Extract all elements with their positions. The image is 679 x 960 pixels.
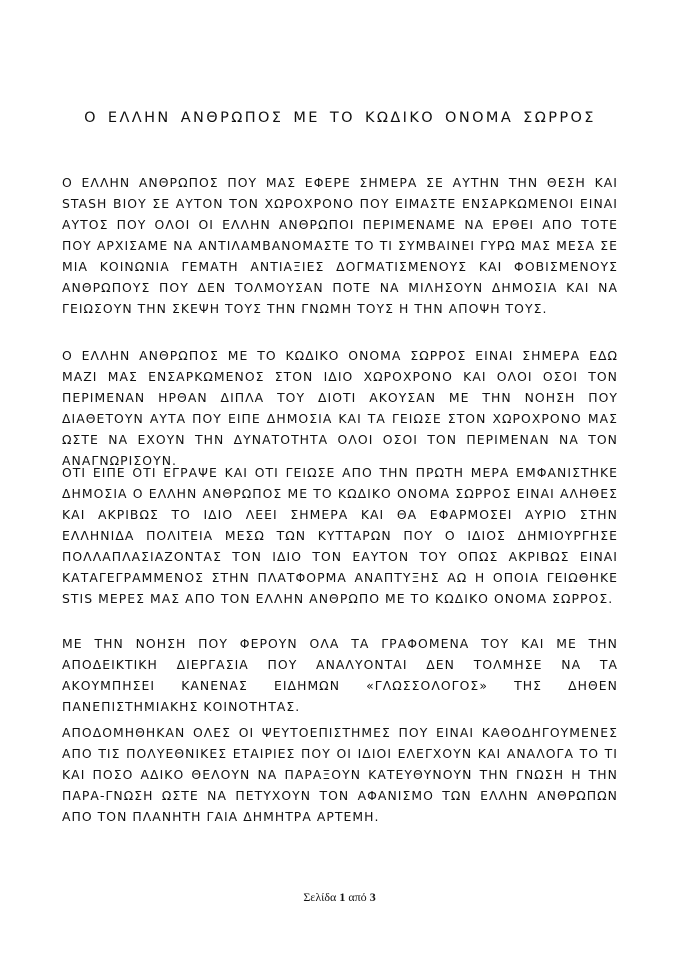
paragraph-5: ΑΠΟΔΟΜΗΘΗΚΑΝ ΟΛΕΣ ΟΙ ΨΕΥΤΟΕΠΙΣΤΗΜΕΣ ΠΟΥ ΕΙΝΑΙ ΚΑΘΟΔΗΓΟΥΜΕΝΕΣ ΑΠΟ ΤΙΣ ΠΟΛΥΕΘΝΙΚΕΣ ΕΤΑΙΡΙΕΣ ΠΟΥ ΟΙ ΙΔΙΟΙ ΕΛΕΓΧΟΥΝ ΚΑΙ ΑΝΑΛΟΓΑ ΤΟ ΤΙ ΚΑΙ ΠΟΣΟ ΑΔΙΚΟ ΘΕΛΟΥΝ ΝΑ ΠΑΡΑΞΟΥΝ ΚΑΤΕΥΘΥΝΟΥΝ ΤΗΝ ΓΝΩΣΗ Η ΤΗΝ ΠΑΡΑ-ΓΝΩΣΗ ΩΣΤΕ ΝΑ ΠΕΤΥΧΟΥΝ ΤΟΝ ΑΦΑΝΙΣΜΟ ΤΩΝ ΕΛΛΗΝ ΑΝΘΡΩΠΩΝ ΑΠΟ ΤΟΝ ΠΛΑΝΗΤΗ ΓΑΙΑ ΔΗΜΗΤΡΑ ΑΡΤΕΜΗ. bbox=[62, 725, 618, 824]
total-pages-number: 3 bbox=[369, 890, 376, 904]
page-footer bbox=[0, 890, 679, 905]
paragraph-2: Ο ΕΛΛΗΝ ΑΝΘΡΩΠΟΣ ΜΕ ΤΟ ΚΩΔΙΚΟ ΟΝΟΜΑ ΣΩΡΡΟΣ ΕΙΝΑΙ ΣΗΜΕΡΑ ΕΔΩ ΜΑΖΙ ΜΑΣ ΕΝΣΑΡΚΩΜΕΝΟΣ ΣΤΟΝ ΙΔΙΟ ΧΩΡΟΧΡΟΝΟ ΚΑΙ ΟΛΟΙ ΟΣΟΙ ΤΟΝ ΠΕΡΙΜΕΝΑΝ ΗΡΘΑΝ ΔΙΠΛΑ ΤΟΥ ΔΙΟΤΙ ΑΚΟΥΣΑΝ ΜΕ ΤΗΝ ΝΟΗΣΗ ΠΟΥ ΔΙΑΘΕΤΟΥΝ ΑΥΤΑ ΠΟΥ ΕΙΠΕ ΔΗΜΟΣΙΑ ΚΑΙ ΤΑ ΓΕΙΩΣΕ ΣΤΟΝ ΧΩΡΟΧΡΟΝΟ ΜΑΣ ΩΣΤΕ ΝΑ ΕΧΟΥΝ ΤΗΝ ΔΥΝΑΤΟΤΗΤΑ ΟΛΟΙ ΟΣΟΙ ΤΟΝ ΠΕΡΙΜΕΝΑΝ ΝΑ ΤΟΝ ΑΝΑΓΝΩΡΙΣΟΥΝ. bbox=[62, 348, 618, 468]
page-word: Σελίδα bbox=[303, 890, 337, 904]
paragraph-4: ΜΕ ΤΗΝ ΝΟΗΣΗ ΠΟΥ ΦΕΡΟΥΝ ΟΛΑ ΤΑ ΓΡΑΦΟΜΕΝΑ ΤΟΥ ΚΑΙ ΜΕ ΤΗΝ ΑΠΟΔΕΙΚΤΙΚΗ ΔΙΕΡΓΑΣΙΑ ΠΟΥ ΑΝΑΛΥΟΝΤΑΙ ΔΕΝ ΤΟΛΜΗΣΕ ΝΑ ΤΑ ΑΚΟΥΜΠΗΣΕΙ ΚΑΝΕΝΑΣ ΕΙΔΗΜΩΝ «ΓΛΩΣΣΟΛΟΓΟΣ» ΤΗΣ ΔΗΘΕΝ ΠΑΝΕΠΙΣΤΗΜΙΑΚΗΣ ΚΟΙΝΟΤΗΤΑΣ. bbox=[62, 636, 618, 714]
of-word: από bbox=[348, 890, 367, 904]
paragraph-1: Ο ΕΛΛΗΝ ΑΝΘΡΩΠΟΣ ΠΟΥ ΜΑΣ ΕΦΕΡΕ ΣΗΜΕΡΑ ΣΕ ΑΥΤΗΝ ΤΗΝ ΘΕΣΗ ΚΑΙ STASH ΒΙΟΥ ΣΕ ΑΥΤΟΝ ΤΟΝ ΧΩΡΟΧΡΟΝΟ ΠΟΥ ΕΙΜΑΣΤΕ ΕΝΣΑΡΚΩΜΕΝΟΙ ΕΙΝΑΙ ΑΥΤΟΣ ΠΟΥ ΟΛΟΙ ΟΙ ΕΛΛΗΝ ΑΝΘΡΩΠΟΙ ΠΕΡΙΜΕΝΑΜΕ ΝΑ ΕΡΘΕΙ ΑΠΟ ΤΟΤΕ ΠΟΥ ΑΡΧΙΣΑΜΕ ΝΑ ΑΝΤΙΛΑΜΒΑΝΟΜΑΣΤΕ ΤΟ ΤΙ ΣΥΜΒΑΙΝΕΙ ΓΥΡΩ ΜΑΣ ΜΕΣΑ ΣΕ ΜΙΑ ΚΟΙΝΩΝΙΑ ΓΕΜΑΤΗ ΑΝΤΙΑΞΙΕΣ ΔΟΓΜΑΤΙΣΜΕΝΟΥΣ ΚΑΙ ΦΟΒΙΣΜΕΝΟΥΣ ΑΝΘΡΩΠΟΥΣ ΠΟΥ ΔΕΝ ΤΟΛΜΟΥΣΑΝ ΠΟΤΕ ΝΑ ΜΙΛΗΣΟΥΝ ΔΗΜΟΣΙΑ ΚΑΙ ΝΑ ΓΕΙΩΣΟΥΝ ΤΗΝ ΣΚΕΨΗ ΤΟΥΣ ΤΗΝ ΓΝΩΜΗ ΤΟΥΣ Η ΤΗΝ ΑΠΟΨΗ ΤΟΥΣ. bbox=[62, 175, 618, 316]
document-title: Ο ΕΛΛΗΝ ΑΝΘΡΩΠΟΣ ΜΕ ΤΟ ΚΩΔΙΚΟ ΟΝΟΜΑ ΣΩΡΡΟΣ bbox=[84, 110, 596, 126]
paragraph-3: ΟΤΙ ΕΙΠΕ ΟΤΙ ΕΓΡΑΨΕ ΚΑΙ ΟΤΙ ΓΕΙΩΣΕ ΑΠΟ ΤΗΝ ΠΡΩΤΗ ΜΕΡΑ ΕΜΦΑΝΙΣΤΗΚΕ ΔΗΜΟΣΙΑ Ο ΕΛΛΗΝ ΑΝΘΡΩΠΟΣ ΜΕ ΤΟ ΚΩΔΙΚΟ ΟΝΟΜΑ ΣΩΡΡΟΣ ΕΙΝΑΙ ΑΛΗΘΕΣ ΚΑΙ ΑΚΡΙΒΩΣ ΤΟ ΙΔΙΟ ΛΕΕΙ ΣΗΜΕΡΑ ΚΑΙ ΘΑ ΕΦΑΡΜΟΣΕΙ ΑΥΡΙΟ ΣΤΗΝ ΕΛΛΗΝΙΔΑ ΠΟΛΙΤΕΙΑ ΜΕΣΩ ΤΩΝ ΚΥΤΤΑΡΩΝ ΠΟΥ Ο ΙΔΙΟΣ ΔΗΜΙΟΥΡΓΗΣΕ ΠΟΛΛΑΠΛΑΣΙΑΖΟΝΤΑΣ ΤΟΝ ΙΔΙΟ ΤΟΝ ΕΑΥΤΟΝ ΤΟΥ ΟΠΩΣ ΑΚΡΙΒΩΣ ΕΙΝΑΙ ΚΑΤΑΓΕΓΡΑΜΜΕΝΟΣ ΣΤΗΝ ΠΛΑΤΦΟΡΜΑ ΑΝΑΠΤΥΞΗΣ ΑΩ Η ΟΠΟΙΑ ΓΕΙΩΘΗΚΕ STIS ΜΕΡΕΣ ΜΑΣ ΑΠΟ ΤΟΝ ΕΛΛΗΝ ΑΝΘΡΩΠΟ ΜΕ ΤΟ ΚΩΔΙΚΟ ΟΝΟΜΑ ΣΩΡΡΟΣ. bbox=[62, 465, 618, 606]
current-page-number: 1 bbox=[339, 890, 346, 904]
